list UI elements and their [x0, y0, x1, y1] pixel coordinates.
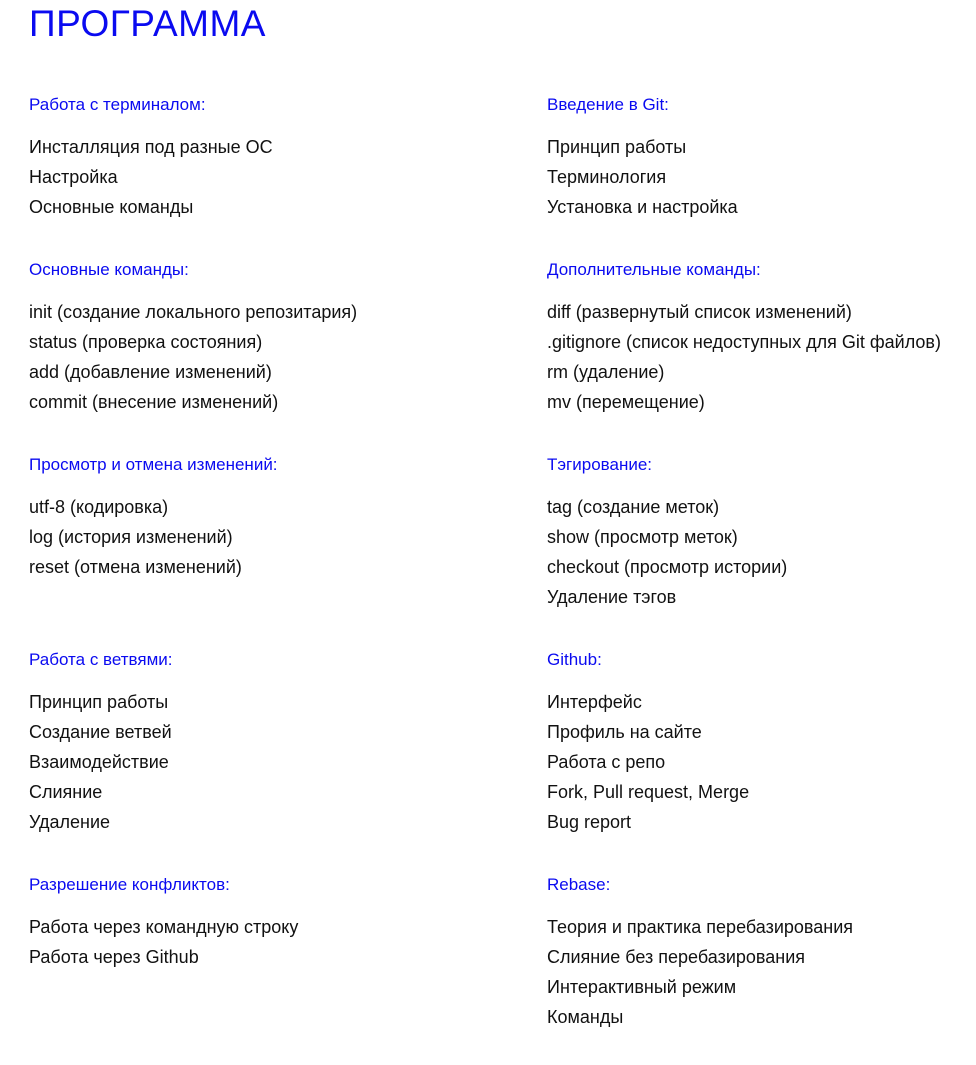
section-items — [547, 492, 967, 612]
list-item: Fork, Pull request, Merge — [547, 782, 750, 802]
list-item: Слияние — [29, 782, 103, 802]
section-heading: Просмотр и отмена изменений: — [29, 455, 278, 474]
list-item: show (просмотр меток) — [547, 527, 738, 547]
list-item: commit (внесение изменений) — [29, 392, 279, 412]
section-items — [29, 687, 547, 837]
list-item: init (создание локального репозитария) — [29, 302, 358, 322]
section-heading: Работа с терминалом: — [29, 95, 206, 114]
list-item: Работа с репо — [547, 752, 666, 772]
section-heading: Тэгирование: — [547, 455, 653, 474]
section-heading: Работа с ветвями: — [29, 650, 173, 669]
section-items — [29, 297, 547, 417]
page-title: ПРОГРАММА — [29, 3, 266, 44]
list-item: Взаимодействие — [29, 752, 169, 772]
list-item: Принцип работы — [29, 692, 169, 712]
section-heading: Дополнительные команды: — [547, 260, 761, 279]
list-item: Установка и настройка — [547, 197, 738, 217]
program-section — [29, 450, 547, 612]
program-section — [547, 870, 967, 1032]
section-heading: Rebase: — [547, 875, 611, 894]
list-item: .gitignore (список недоступных для Git файлов) — [547, 332, 941, 352]
list-item: Удаление — [29, 812, 111, 832]
section-items — [29, 132, 547, 222]
list-item: Принцип работы — [547, 137, 687, 157]
section-items — [29, 912, 547, 972]
list-item: mv (перемещение) — [547, 392, 705, 412]
list-item: log (история изменений) — [29, 527, 233, 547]
section-items — [547, 687, 967, 837]
section-heading: Разрешение конфликтов: — [29, 875, 230, 894]
list-item: Инсталляция под разные ОС — [29, 137, 273, 157]
section-items — [29, 492, 547, 582]
list-item: Удаление тэгов — [547, 587, 677, 607]
list-item: Создание ветвей — [29, 722, 172, 742]
program-section — [547, 90, 967, 222]
list-item: Команды — [547, 1007, 624, 1027]
list-item: Теория и практика перебазирования — [547, 917, 854, 937]
list-item: utf-8 (кодировка) — [29, 497, 169, 517]
list-item: rm (удаление) — [547, 362, 665, 382]
list-item: Настройка — [29, 167, 118, 187]
list-item: Интерфейс — [547, 692, 642, 712]
list-item: tag (создание меток) — [547, 497, 720, 517]
section-items — [547, 912, 967, 1032]
program-section — [547, 255, 967, 417]
program-section — [29, 645, 547, 837]
program-section — [29, 90, 547, 222]
list-item: Интерактивный режим — [547, 977, 737, 997]
section-heading: Основные команды: — [29, 260, 189, 279]
list-item: Работа через командную строку — [29, 917, 299, 937]
program-grid — [29, 90, 969, 1065]
list-item: status (проверка состояния) — [29, 332, 263, 352]
program-section — [29, 255, 547, 417]
section-items — [547, 132, 967, 222]
list-item: diff (развернутый список изменений) — [547, 302, 852, 322]
list-item: Основные команды — [29, 197, 194, 217]
list-item: add (добавление изменений) — [29, 362, 272, 382]
section-items — [547, 297, 967, 417]
list-item: Терминология — [547, 167, 667, 187]
program-section — [29, 870, 547, 1032]
list-item: checkout (просмотр истории) — [547, 557, 788, 577]
list-item: Bug report — [547, 812, 632, 832]
list-item: Работа через Github — [29, 947, 199, 967]
section-heading: Github: — [547, 650, 602, 669]
section-heading: Введение в Git: — [547, 95, 669, 114]
program-section — [547, 450, 967, 612]
list-item: reset (отмена изменений) — [29, 557, 242, 577]
program-section — [547, 645, 967, 837]
list-item: Слияние без перебазирования — [547, 947, 806, 967]
list-item: Профиль на сайте — [547, 722, 702, 742]
